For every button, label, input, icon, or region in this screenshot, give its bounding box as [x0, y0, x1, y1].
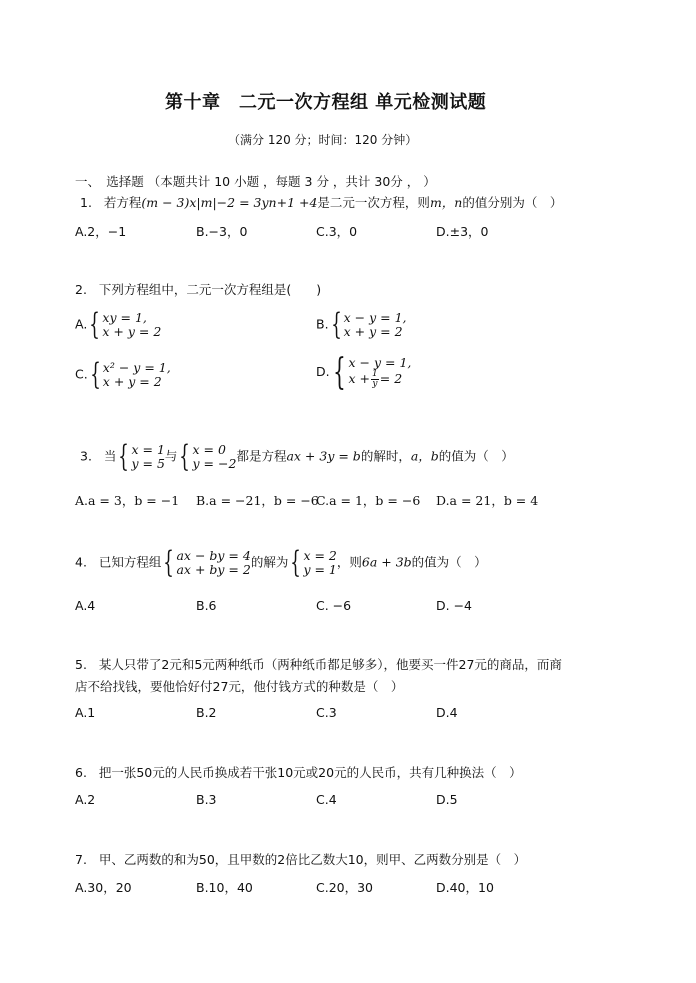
question-number: 1.	[80, 195, 92, 210]
question-stem: 甲、乙两数的和为50，且甲数的2倍比乙数大10，则甲、乙两数分别是（ ）	[98, 852, 527, 867]
option-c: C.4	[316, 792, 337, 807]
option-a: A.30，20	[75, 880, 132, 895]
option-a: A. { xy = 1, x + y = 2	[75, 307, 162, 342]
question-number: 6.	[75, 765, 87, 780]
option-b: B.2	[196, 705, 217, 720]
option-c: C.a = 1，b = −6	[316, 493, 421, 508]
option-d: D.a = 21，b = 4	[436, 493, 539, 508]
option-d: D.4	[436, 705, 458, 720]
question-number: 7.	[75, 852, 87, 867]
option-d: D.±3，0	[436, 224, 489, 239]
option-c: C. { x² − y = 1, x + y = 2	[75, 357, 171, 392]
question-1	[80, 193, 562, 211]
question-7	[75, 850, 526, 868]
option-a: A.2，−1	[75, 224, 127, 239]
option-c: C. −6	[316, 598, 352, 613]
question-5	[75, 655, 562, 673]
option-d: D.5	[436, 792, 458, 807]
question-number: 4.	[75, 554, 87, 570]
question-number: 3.	[80, 448, 92, 464]
option-a: A.a = 3，b = −1	[75, 493, 180, 508]
option-b: B.−3，0	[196, 224, 248, 239]
option-a: A.2	[75, 792, 96, 807]
option-a: A.4	[75, 598, 96, 613]
question-stem: 的值分别为（ ）	[462, 195, 563, 210]
question-number: 5.	[75, 657, 87, 672]
page-title: 第十章 二元一次方程组 单元检测试题	[165, 92, 487, 113]
question-stem: 是二元一次方程，则	[317, 195, 430, 210]
option-b: B. { x − y = 1, x + y = 2	[316, 307, 407, 342]
option-c: C.20，30	[316, 880, 374, 895]
section-heading: 一、 选择题 （本题共计 10 小题 ，每题 3 分 ，共计 30分 ， ）	[75, 174, 436, 189]
option-d: D. { x − y = 1, x + $\frac{1}{y}$ = 2	[316, 351, 412, 393]
option-b: B.10，40	[196, 880, 253, 895]
question-stem: 下列方程组中，二元一次方程组是( )	[98, 282, 322, 297]
question-number: 2.	[75, 282, 87, 297]
question-stem: 若方程	[103, 195, 142, 210]
question-expression: (m − 3)x|m|−2 = 3yn+1 +4	[141, 195, 318, 210]
question-4: 4. 已知方程组 { ax − by = 4 ax + by = 2 的解为 { x = 2 y = 1 ，则6a + 3b的值为（ ）	[75, 545, 487, 580]
question-stem: 把一张50元的人民币换成若干张10元或20元的人民币，共有几种换法（ ）	[98, 765, 522, 780]
option-c: C.3，0	[316, 224, 358, 239]
option-b: B.a = −21，b = −6	[196, 493, 319, 508]
question-stem: 某人只带了2元和5元两种纸币（两种纸币都足够多），他要买一件27元的商品，而商	[98, 657, 562, 672]
question-stem-line-2: 店不给找钱，要他恰好付27元，他付钱方式的种数是（ ）	[75, 679, 404, 694]
option-a: A.1	[75, 705, 96, 720]
page-subtitle: （满分 120 分；时间：120 分钟）	[228, 133, 418, 147]
question-2	[75, 280, 321, 298]
question-3: 3. 当 { x = 1 y = 5 与 { x = 0 y = −2 都是方程ax + 3y = b的解时，a，b的值为（ ）	[80, 439, 514, 474]
option-c: C.3	[316, 705, 337, 720]
option-d: D. −4	[436, 598, 472, 613]
question-variables: m，n	[429, 195, 463, 210]
option-b: B.6	[196, 598, 217, 613]
option-b: B.3	[196, 792, 217, 807]
question-6	[75, 763, 522, 781]
option-d: D.40，10	[436, 880, 494, 895]
